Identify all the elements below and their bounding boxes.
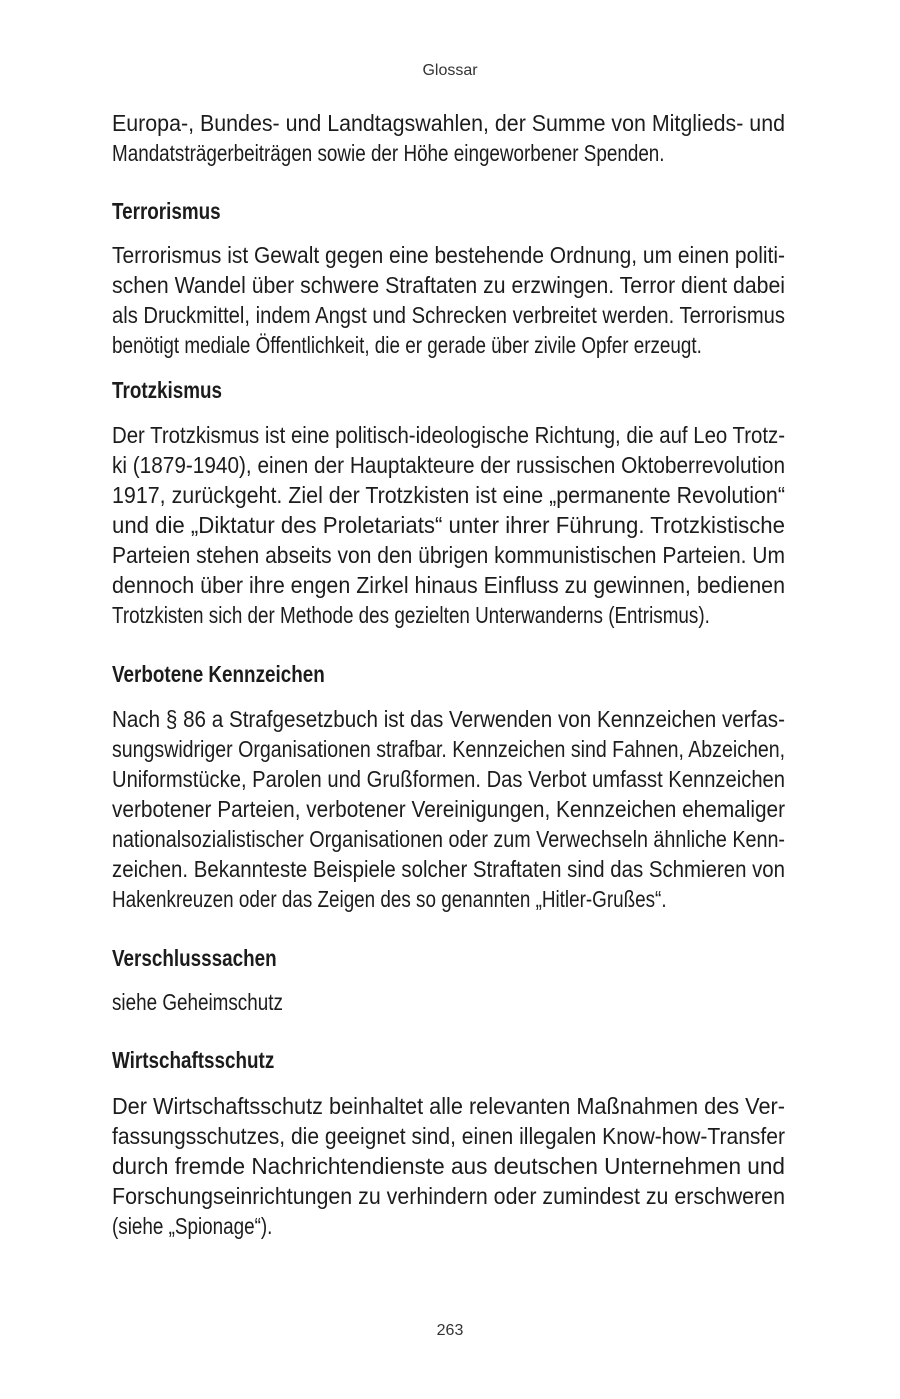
text-line-content: verbotener Parteien, verbotener Vereinigungen, Kennzeichen ehemaliger <box>112 796 786 822</box>
text-line-content: Hakenkreuzen oder das Zeigen des so genannten „Hitler-Grußes“. <box>112 886 667 912</box>
text-line-content: zeichen. Bekannteste Beispiele solcher Straftaten sind das Schmieren von <box>112 856 786 882</box>
text-line-content: Parteien stehen abseits von den übrigen kommunistischen Parteien. Um <box>112 542 786 568</box>
text-line <box>112 300 785 330</box>
text-line-content: Der Wirtschaftsschutz beinhaltet alle relevanten Maßnahmen des Ver- <box>112 1093 785 1119</box>
text-line <box>112 570 785 600</box>
text-line-content: Trotzkisten sich der Methode des gezielten Unterwanderns (Entrismus). <box>112 602 710 628</box>
text-line <box>112 824 785 854</box>
text-line <box>112 704 785 734</box>
text-line-content: Der Trotzkismus ist eine politisch-ideologische Richtung, die auf Leo Trotz- <box>112 422 786 448</box>
text-line <box>112 1091 785 1121</box>
running-head: Glossar <box>422 62 478 79</box>
text-line <box>112 884 785 914</box>
text-line-content: sungswidriger Organisationen strafbar. Kennzeichen sind Fahnen, Abzeichen, <box>112 736 786 762</box>
text-line-content: benötigt mediale Öffentlichkeit, die er gerade über zivile Opfer erzeugt. <box>112 332 702 358</box>
text-line-content: dennoch über ihre engen Zirkel hinaus Einfluss zu gewinnen, bedienen <box>112 572 786 598</box>
text-line-content: und die „Diktatur des Proletariats“ unter ihrer Führung. Trotzkistische <box>112 512 785 538</box>
text-line <box>112 987 785 1017</box>
text-line-content: Forschungseinrichtungen zu verhindern oder zumindest zu erschweren <box>112 1183 785 1209</box>
entry-term-text: Verschlusssachen <box>112 945 277 971</box>
text-line-content: (siehe „Spionage“). <box>112 1213 273 1239</box>
text-line-content: Mandatsträgerbeiträgen sowie der Höhe eingeworbener Spenden. <box>112 140 665 166</box>
text-line <box>112 734 785 764</box>
entry-term <box>112 943 313 973</box>
entry-term <box>112 196 245 226</box>
text-line <box>112 1211 785 1241</box>
text-line <box>112 854 785 884</box>
text-line <box>112 420 785 450</box>
entry-term-text: Trotzkismus <box>112 377 223 403</box>
text-line-content: Nach § 86 a Strafgesetzbuch ist das Verwenden von Kennzeichen verfas- <box>112 706 785 732</box>
text-line-content: schen Wandel über schwere Straftaten zu erzwingen. Terror dient dabei <box>112 272 785 298</box>
page-number: 263 <box>436 1322 464 1339</box>
text-line <box>112 1181 785 1211</box>
text-line <box>112 510 785 540</box>
entry-term <box>112 659 371 689</box>
text-line-content: ki (1879-1940), einen der Hauptakteure der russischen Oktoberrevolution <box>112 452 785 478</box>
text-line-content: siehe Geheimschutz <box>112 989 283 1015</box>
text-line <box>112 600 785 630</box>
text-line-content: nationalsozialistischer Organisationen oder zum Verwechseln ähnliche Kenn- <box>112 826 785 852</box>
text-line-content: 1917, zurückgeht. Ziel der Trotzkisten ist eine „permanente Revolution“ <box>112 482 785 508</box>
text-line <box>112 240 785 270</box>
text-line <box>112 764 785 794</box>
entry-term <box>112 1045 310 1075</box>
text-line <box>112 794 785 824</box>
text-line-content: Terrorismus ist Gewalt gegen eine bestehende Ordnung, um einen politi- <box>112 242 785 268</box>
entry-term-text: Verbotene Kennzeichen <box>112 661 325 687</box>
text-line <box>112 330 785 360</box>
entry-term-text: Terrorismus <box>112 198 221 224</box>
entry-term-text: Wirtschaftsschutz <box>112 1047 275 1073</box>
text-line <box>112 138 785 168</box>
text-line <box>112 450 785 480</box>
text-line <box>112 1151 785 1181</box>
text-line-content: durch fremde Nachrichtendienste aus deutschen Unternehmen und <box>112 1153 785 1179</box>
entry-term <box>112 375 246 405</box>
text-line-content: als Druckmittel, indem Angst und Schrecken verbreitet werden. Terrorismus <box>112 302 785 328</box>
text-line-content: Europa-, Bundes- und Landtagswahlen, der Summe von Mitglieds- und <box>112 110 786 136</box>
text-line-content: Uniformstücke, Parolen und Grußformen. Das Verbot umfasst Kennzeichen <box>112 766 785 792</box>
text-line <box>112 270 785 300</box>
text-line <box>112 1121 785 1151</box>
text-line <box>112 480 785 510</box>
text-line <box>112 108 785 138</box>
text-line <box>112 540 785 570</box>
text-line-content: fassungsschutzes, die geeignet sind, einen illegalen Know-how-Transfer <box>112 1123 785 1149</box>
